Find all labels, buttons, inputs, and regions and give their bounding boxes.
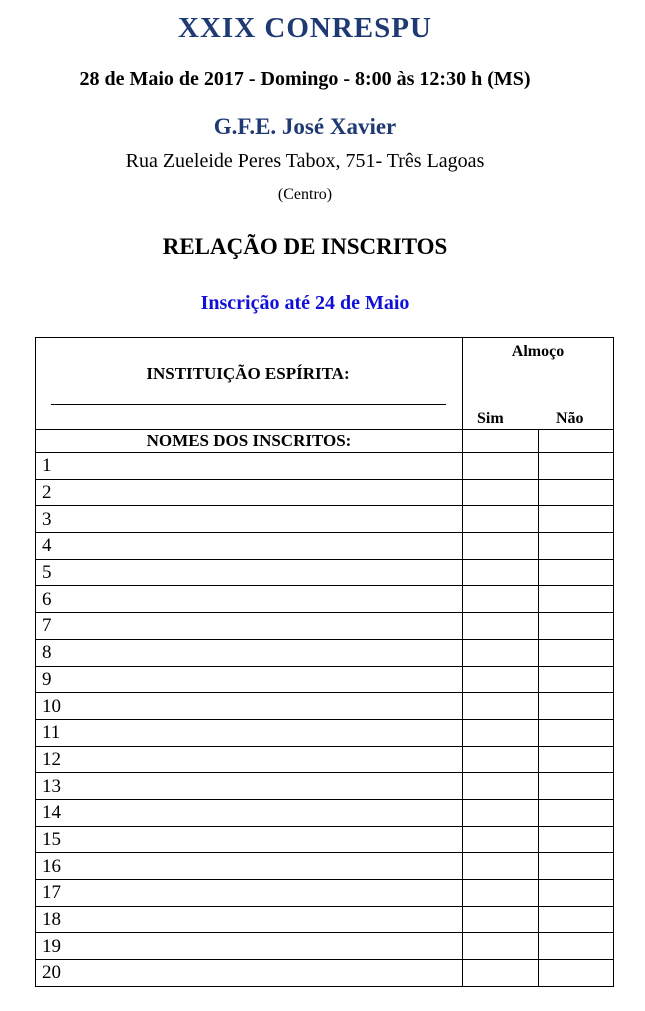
lunch-yes-cell[interactable] — [463, 559, 539, 586]
name-cell[interactable]: 12 — [36, 746, 463, 773]
name-cell[interactable]: 18 — [36, 906, 463, 933]
center-name: G.F.E. José Xavier — [213, 114, 397, 139]
table-row — [36, 559, 614, 586]
registration-table — [35, 337, 614, 987]
table-row — [36, 773, 614, 800]
name-cell[interactable]: 8 — [36, 639, 463, 666]
lunch-label: Almoço — [511, 343, 565, 360]
table-row — [36, 853, 614, 880]
table-row — [36, 906, 614, 933]
registration-deadline: Inscrição até 24 de Maio — [200, 292, 410, 314]
table-row — [36, 453, 614, 480]
center-district: (Centro) — [277, 186, 333, 203]
table-row — [36, 693, 614, 720]
lunch-no-cell[interactable] — [539, 453, 614, 480]
lunch-no-cell[interactable] — [539, 880, 614, 907]
lunch-no-cell[interactable] — [539, 613, 614, 640]
name-cell[interactable]: 7 — [36, 613, 463, 640]
name-cell[interactable]: 9 — [36, 666, 463, 693]
name-cell[interactable]: 11 — [36, 719, 463, 746]
lunch-yes-label: Sim — [477, 410, 504, 427]
institution-cell[interactable] — [36, 338, 463, 430]
event-date: 28 de Maio de 2017 - Domingo - 8:00 às 12:30 h (MS) — [79, 68, 531, 90]
lunch-yes-cell[interactable] — [463, 453, 539, 480]
lunch-yes-cell[interactable] — [463, 613, 539, 640]
lunch-yes-cell[interactable] — [463, 586, 539, 613]
name-cell[interactable]: 17 — [36, 880, 463, 907]
lunch-no-cell[interactable] — [539, 639, 614, 666]
lunch-yes-cell[interactable] — [463, 853, 539, 880]
table-row — [36, 799, 614, 826]
names-header: NOMES DOS INSCRITOS: — [36, 430, 463, 453]
lunch-yes-cell[interactable] — [463, 666, 539, 693]
lunch-yes-cell[interactable] — [463, 533, 539, 560]
lunch-no-cell[interactable] — [539, 559, 614, 586]
lunch-no-cell[interactable] — [539, 826, 614, 853]
lunch-header-cell — [463, 338, 614, 430]
lunch-yes-cell[interactable] — [463, 506, 539, 533]
lunch-no-cell[interactable] — [539, 960, 614, 987]
lunch-no-cell[interactable] — [539, 586, 614, 613]
yes-header-blank — [463, 430, 539, 453]
lunch-no-cell[interactable] — [539, 933, 614, 960]
name-cell[interactable]: 20 — [36, 960, 463, 987]
table-row — [36, 719, 614, 746]
table-row — [36, 506, 614, 533]
lunch-yes-cell[interactable] — [463, 960, 539, 987]
lunch-no-cell[interactable] — [539, 666, 614, 693]
lunch-no-cell[interactable] — [539, 693, 614, 720]
name-cell[interactable]: 10 — [36, 693, 463, 720]
lunch-no-cell[interactable] — [539, 906, 614, 933]
name-cell[interactable]: 19 — [36, 933, 463, 960]
lunch-no-cell[interactable] — [539, 799, 614, 826]
name-cell[interactable]: 5 — [36, 559, 463, 586]
name-cell[interactable]: 13 — [36, 773, 463, 800]
name-cell[interactable]: 1 — [36, 453, 463, 480]
lunch-yes-cell[interactable] — [463, 746, 539, 773]
table-header-row — [36, 338, 614, 430]
institution-label: INSTITUIÇÃO ESPÍRITA: — [146, 364, 350, 383]
lunch-no-cell[interactable] — [539, 853, 614, 880]
table-row — [36, 960, 614, 987]
table-row — [36, 826, 614, 853]
lunch-yes-cell[interactable] — [463, 693, 539, 720]
institution-write-line — [51, 404, 446, 405]
lunch-no-cell[interactable] — [539, 746, 614, 773]
lunch-no-cell[interactable] — [539, 719, 614, 746]
table-row — [36, 666, 614, 693]
event-title: XXIX CONRESPU — [178, 12, 432, 44]
name-cell[interactable]: 15 — [36, 826, 463, 853]
center-address: Rua Zueleide Peres Tabox, 751- Três Lagoas — [125, 150, 485, 172]
table-row — [36, 533, 614, 560]
lunch-yes-cell[interactable] — [463, 773, 539, 800]
lunch-yes-cell[interactable] — [463, 826, 539, 853]
lunch-no-cell[interactable] — [539, 533, 614, 560]
lunch-yes-cell[interactable] — [463, 933, 539, 960]
name-cell[interactable]: 4 — [36, 533, 463, 560]
lunch-yes-cell[interactable] — [463, 719, 539, 746]
names-header-row — [36, 430, 614, 453]
name-cell[interactable]: 3 — [36, 506, 463, 533]
lunch-yes-cell[interactable] — [463, 799, 539, 826]
no-header-blank — [539, 430, 614, 453]
name-cell[interactable]: 2 — [36, 479, 463, 506]
name-cell[interactable]: 14 — [36, 799, 463, 826]
lunch-no-cell[interactable] — [539, 479, 614, 506]
lunch-no-cell[interactable] — [539, 773, 614, 800]
table-row — [36, 746, 614, 773]
list-heading: RELAÇÃO DE INSCRITOS — [162, 234, 448, 259]
table-row — [36, 639, 614, 666]
lunch-yes-cell[interactable] — [463, 479, 539, 506]
lunch-yes-cell[interactable] — [463, 639, 539, 666]
lunch-yes-cell[interactable] — [463, 906, 539, 933]
table-row — [36, 880, 614, 907]
lunch-yes-cell[interactable] — [463, 880, 539, 907]
table-row — [36, 586, 614, 613]
name-cell[interactable]: 6 — [36, 586, 463, 613]
lunch-no-cell[interactable] — [539, 506, 614, 533]
lunch-no-label: Não — [556, 410, 584, 427]
table-row — [36, 613, 614, 640]
table-row — [36, 479, 614, 506]
table-row — [36, 933, 614, 960]
name-cell[interactable]: 16 — [36, 853, 463, 880]
